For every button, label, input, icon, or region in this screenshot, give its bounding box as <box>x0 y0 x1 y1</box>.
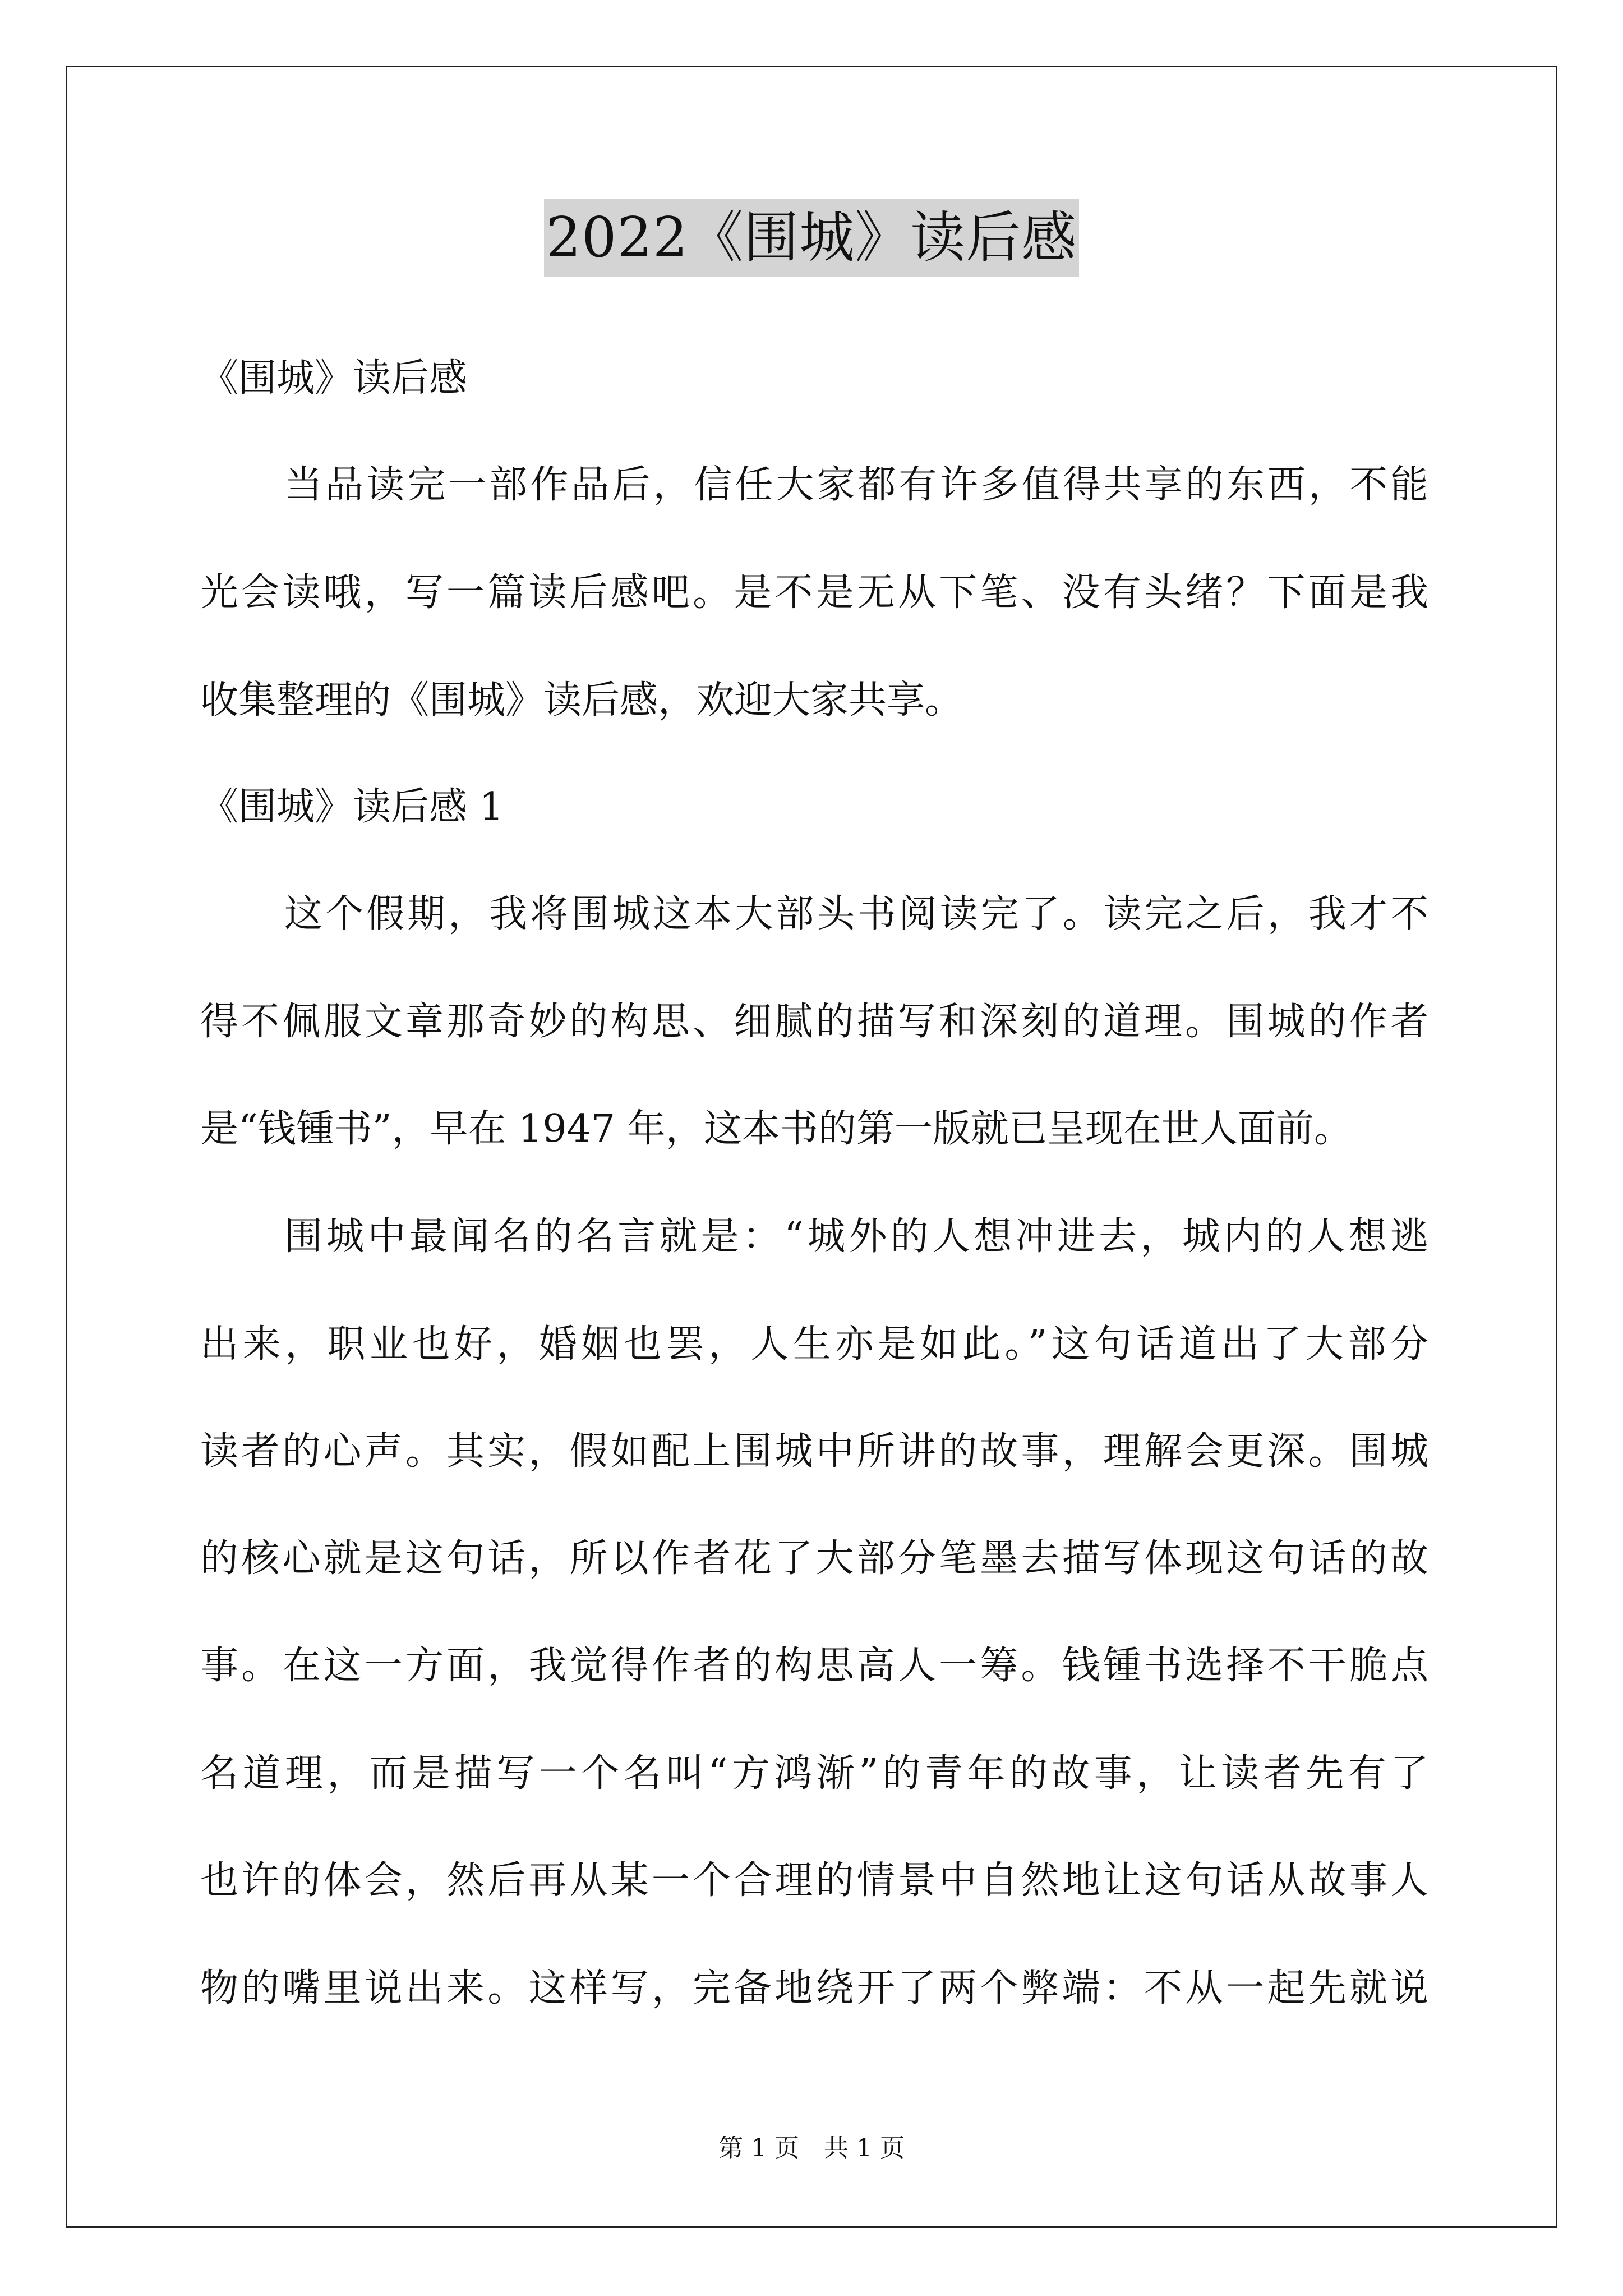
para2-line-1: 围城中最闻名的名言就是：“城外的人想冲进去，城内的人想逃 <box>284 1214 1428 1259</box>
para2-line-5: 事。在这一方面，我觉得作者的构思高人一筹。钱锺书选择不干脆点 <box>200 1644 1428 1688</box>
intro-line-2: 光会读哦，写一篇读后感吧。是不是无从下笔、没有头绪？下面是我 <box>200 570 1428 615</box>
intro-line-3: 收集整理的《围城》读后感，欢迎大家共享。 <box>200 678 963 723</box>
para1-line-1: 这个假期，我将围城这本大部头书阅读完了。读完之后，我才不 <box>284 892 1428 936</box>
para2-line-4: 的核心就是这句话，所以作者花了大部分笔墨去描写体现这句话的故 <box>200 1536 1428 1581</box>
para2-line-7: 也许的体会，然后再从某一个合理的情景中自然地让这句话从故事人 <box>200 1858 1428 1903</box>
subtitle: 《围城》读后感 <box>200 356 468 401</box>
para1-line-3: 是“钱锺书”，早在 1947 年，这本书的第一版就已呈现在世人面前。 <box>200 1107 1352 1151</box>
page-footer: 第 1 页 共 1 页 <box>718 2134 905 2162</box>
section-heading: 《围城》读后感 1 <box>200 785 504 829</box>
para2-line-2: 出来，职业也好，婚姻也罢，人生亦是如此。”这句话道出了大部分 <box>200 1322 1428 1366</box>
intro-line-1: 当品读完一部作品后，信任大家都有许多值得共享的东西，不能 <box>284 463 1428 507</box>
title-container <box>0 199 1623 277</box>
document-title: 2022《围城》读后感 <box>544 199 1079 277</box>
para2-line-3: 读者的心声。其实，假如配上围城中所讲的故事，理解会更深。围城 <box>200 1429 1428 1474</box>
para2-line-6: 名道理，而是描写一个名叫“方鸿渐”的青年的故事，让读者先有了 <box>200 1751 1428 1796</box>
para1-line-2: 得不佩服文章那奇妙的构思、细腻的描写和深刻的道理。围城的作者 <box>200 1000 1428 1044</box>
para2-line-8: 物的嘴里说出来。这样写，完备地绕开了两个弊端：不从一起先就说 <box>200 1966 1428 2010</box>
